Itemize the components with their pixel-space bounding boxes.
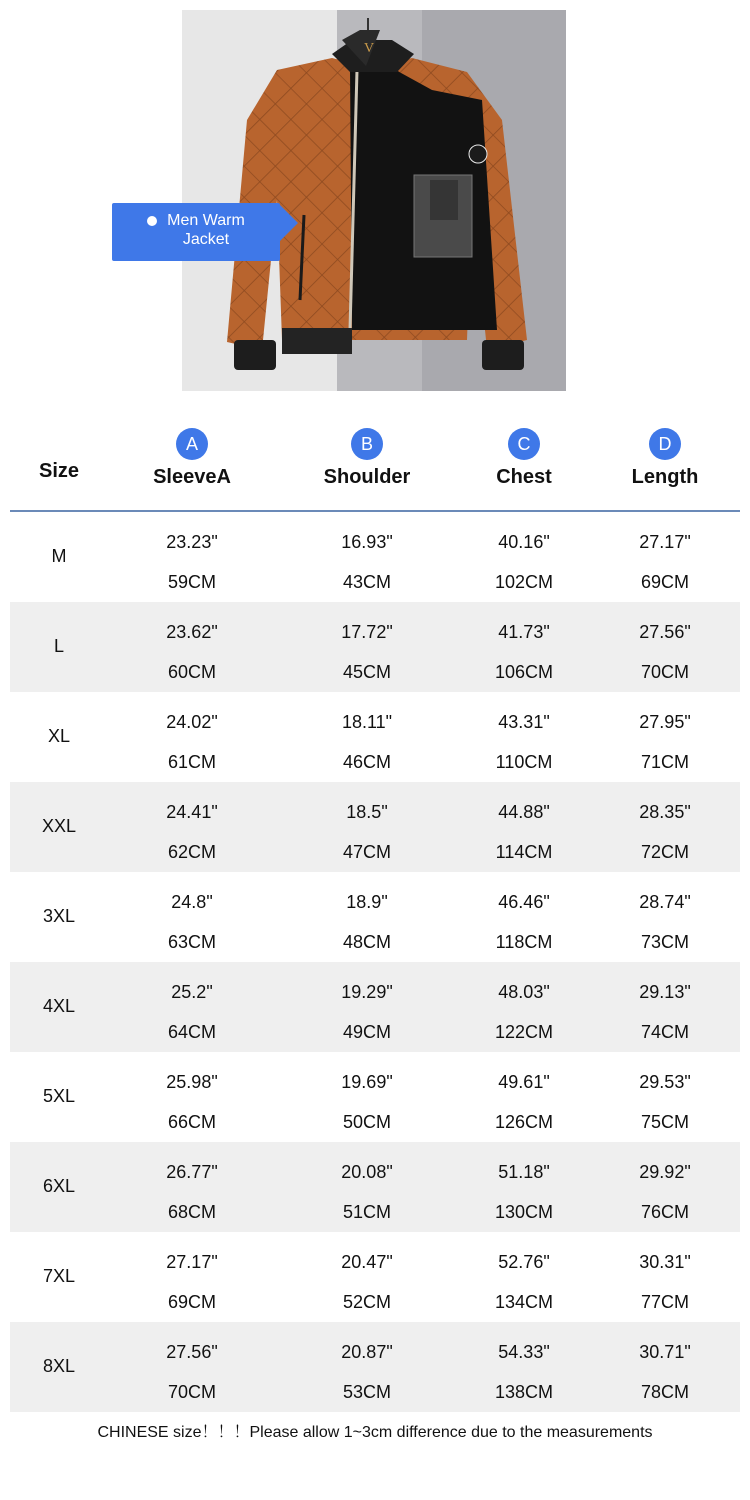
cm-value: 70CM <box>167 1382 216 1402</box>
table-row <box>10 1052 740 1142</box>
cm-value: 106CM <box>494 662 554 682</box>
size-cell: L <box>53 636 64 656</box>
size-cell: XL <box>47 726 71 746</box>
cm-value: 69CM <box>640 572 689 592</box>
cm-value: 66CM <box>167 1112 216 1132</box>
inch-value: 28.74" <box>639 892 691 912</box>
cm-value: 43CM <box>342 572 391 592</box>
table-row <box>10 1142 740 1232</box>
inch-value: 52.76" <box>498 1252 550 1272</box>
size-cell: M <box>51 546 67 566</box>
cm-value: 110CM <box>495 752 553 772</box>
cm-value: 63CM <box>167 932 216 952</box>
column-header-sleeve <box>108 428 276 489</box>
inch-value: 46.46" <box>498 892 550 912</box>
inch-value: 51.18" <box>498 1162 550 1182</box>
column-header-length <box>590 428 740 489</box>
inch-value: 30.31" <box>639 1252 691 1272</box>
inch-value: 41.73" <box>498 622 550 642</box>
inch-value: 28.35" <box>639 802 691 822</box>
cm-value: 69CM <box>167 1292 216 1312</box>
cm-value: 60CM <box>167 662 216 682</box>
table-row <box>10 1322 740 1412</box>
column-header-shoulder <box>276 428 458 489</box>
table-row <box>10 872 740 962</box>
inch-value: 16.93" <box>341 532 393 552</box>
table-row <box>10 962 740 1052</box>
badge-c: C <box>508 428 540 460</box>
cm-value: 118CM <box>495 932 553 952</box>
cm-value: 114CM <box>495 842 553 862</box>
cm-value: 45CM <box>342 662 391 682</box>
cm-value: 77CM <box>640 1292 689 1312</box>
column-label: SleeveA <box>153 466 231 488</box>
cm-value: 70CM <box>640 662 689 682</box>
inch-value: 27.95" <box>639 712 691 732</box>
cm-value: 74CM <box>640 1022 689 1042</box>
cm-value: 71CM <box>640 752 689 772</box>
size-column-header: Size <box>38 460 80 482</box>
inch-value: 27.17" <box>166 1252 218 1272</box>
cm-value: 47CM <box>342 842 391 862</box>
inch-value: 43.31" <box>498 712 550 732</box>
size-cell: 8XL <box>42 1356 76 1376</box>
cm-value: 122CM <box>494 1022 554 1042</box>
inch-value: 26.77" <box>166 1162 218 1182</box>
inch-value: 27.56" <box>166 1342 218 1362</box>
inch-value: 27.56" <box>639 622 691 642</box>
table-row <box>10 1232 740 1322</box>
cm-value: 49CM <box>342 1022 391 1042</box>
badge-a: A <box>176 428 208 460</box>
inch-value: 30.71" <box>639 1342 691 1362</box>
measurement-note: CHINESE size！！！Please allow 1~3cm difference due to the measurements <box>97 1424 653 1441</box>
badge-b: B <box>351 428 383 460</box>
cm-value: 53CM <box>342 1382 391 1402</box>
column-label: Chest <box>496 466 552 488</box>
callout-text: Men Warm Jacket <box>167 212 245 248</box>
cm-value: 62CM <box>167 842 216 862</box>
product-callout <box>112 203 280 261</box>
cm-value: 48CM <box>342 932 391 952</box>
dot-icon <box>147 216 157 226</box>
inch-value: 23.62" <box>166 622 218 642</box>
cm-value: 51CM <box>342 1202 391 1222</box>
cm-value: 130CM <box>494 1202 554 1222</box>
inch-value: 29.92" <box>639 1162 691 1182</box>
cm-value: 75CM <box>640 1112 689 1132</box>
inch-value: 18.11" <box>341 712 393 732</box>
inch-value: 18.5" <box>346 802 388 822</box>
inch-value: 18.9" <box>346 892 388 912</box>
inch-value: 17.72" <box>341 622 393 642</box>
inch-value: 23.23" <box>166 532 218 552</box>
inch-value: 54.33" <box>498 1342 550 1362</box>
size-table <box>10 410 740 1412</box>
inch-value: 40.16" <box>498 532 550 552</box>
size-cell: 7XL <box>42 1266 76 1286</box>
size-cell: 3XL <box>42 906 76 926</box>
cm-value: 72CM <box>640 842 689 862</box>
cm-value: 126CM <box>494 1112 554 1132</box>
size-cell: 4XL <box>42 996 76 1016</box>
cm-value: 73CM <box>640 932 689 952</box>
inch-value: 49.61" <box>498 1072 550 1092</box>
inch-value: 24.02" <box>166 712 218 732</box>
column-label: Shoulder <box>323 466 411 488</box>
inch-value: 20.47" <box>341 1252 393 1272</box>
table-row <box>10 782 740 872</box>
size-cell: 5XL <box>42 1086 76 1106</box>
inch-value: 20.87" <box>341 1342 393 1362</box>
cm-value: 52CM <box>342 1292 391 1312</box>
inch-value: 29.53" <box>639 1072 691 1092</box>
table-header <box>10 410 740 512</box>
cm-value: 59CM <box>167 572 216 592</box>
inch-value: 20.08" <box>341 1162 393 1182</box>
cm-value: 78CM <box>640 1382 689 1402</box>
inch-value: 24.41" <box>166 802 218 822</box>
badge-d: D <box>649 428 681 460</box>
column-header-chest <box>458 428 590 489</box>
cm-value: 61CM <box>167 752 216 772</box>
cm-value: 102CM <box>494 572 554 592</box>
svg-text:V: V <box>364 41 375 56</box>
inch-value: 44.88" <box>498 802 550 822</box>
inch-value: 24.8" <box>171 892 213 912</box>
table-row <box>10 512 740 602</box>
cm-value: 138CM <box>494 1382 554 1402</box>
column-label: Length <box>631 466 699 488</box>
inch-value: 19.29" <box>341 982 393 1002</box>
inch-value: 19.69" <box>341 1072 393 1092</box>
cm-value: 64CM <box>167 1022 216 1042</box>
jacket-photo <box>182 10 566 391</box>
callout-arrow <box>280 205 298 241</box>
table-row <box>10 692 740 782</box>
inch-value: 48.03" <box>498 982 550 1002</box>
size-cell: XXL <box>41 816 77 836</box>
cm-value: 68CM <box>167 1202 216 1222</box>
table-body <box>10 512 740 1412</box>
inch-value: 25.2" <box>171 982 213 1002</box>
inch-value: 29.13" <box>639 982 691 1002</box>
cm-value: 50CM <box>342 1112 391 1132</box>
cm-value: 76CM <box>640 1202 689 1222</box>
cm-value: 134CM <box>494 1292 554 1312</box>
size-cell: 6XL <box>42 1176 76 1196</box>
table-row <box>10 602 740 692</box>
inch-value: 25.98" <box>166 1072 218 1092</box>
inch-value: 27.17" <box>639 532 691 552</box>
cm-value: 46CM <box>342 752 391 772</box>
